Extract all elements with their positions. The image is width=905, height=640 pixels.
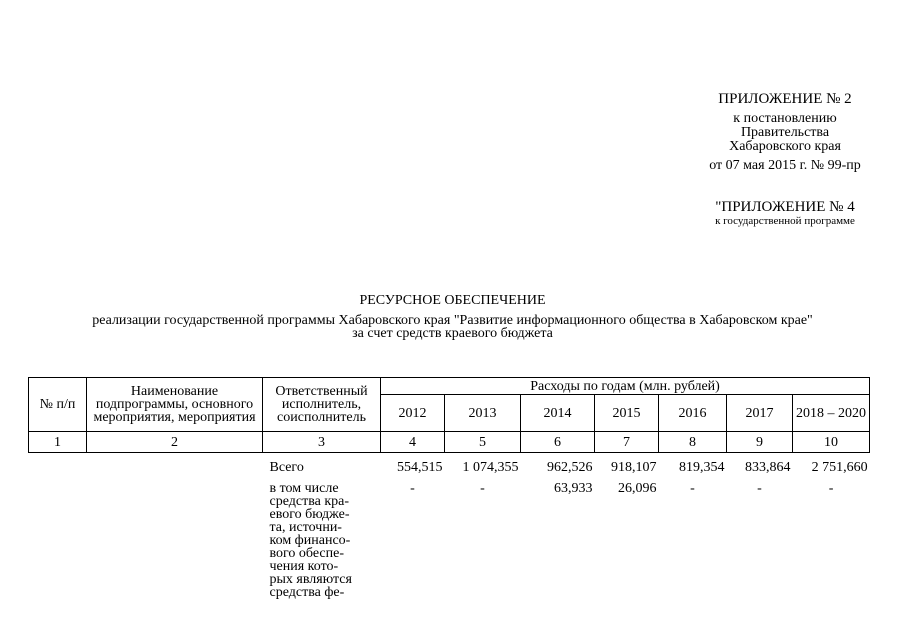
row-value: - [757, 481, 762, 496]
column-index: 2 [87, 432, 263, 453]
header-expenses-group: Расходы по годам (млн. рублей) [381, 378, 870, 395]
approval-line-2: Правительства [740, 125, 830, 140]
page-subtitle-1: реализации государственной программы Хабаровского края "Развитие информационного общества в Хабаровском крае" [92, 313, 813, 328]
row-value: - [690, 481, 695, 496]
row-value: 2 751,660 [811, 460, 868, 475]
column-index: 3 [263, 432, 381, 453]
page-title: РЕСУРСНОЕ ОБЕСПЕЧЕНИЕ [359, 293, 546, 308]
column-index: 9 [727, 432, 793, 453]
column-index: 7 [595, 432, 659, 453]
column-index: 10 [793, 432, 870, 453]
appendix-sub-label: "ПРИЛОЖЕНИЕ № 4 [715, 199, 855, 215]
approval-line-3: Хабаровского края [729, 139, 841, 154]
row-value: - [410, 481, 415, 496]
approval-line-1: к постановлению [733, 111, 837, 126]
row-value: 833,864 [745, 460, 791, 475]
header-year: 2015 [595, 395, 659, 432]
row-value: - [828, 481, 834, 496]
row-value: 1 074,355 [462, 460, 519, 475]
header-name: Наименование подпрограммы, основного мероприятия, мероприятия [87, 378, 263, 432]
approval-block [660, 91, 905, 173]
row-value: - [480, 481, 485, 496]
header-year: 2013 [445, 395, 521, 432]
column-index: 5 [445, 432, 521, 453]
column-index: 4 [381, 432, 445, 453]
sub-appendix-block [660, 199, 905, 227]
row-value: 819,354 [679, 460, 725, 475]
column-index: 6 [521, 432, 595, 453]
appendix-main-label: ПРИЛОЖЕНИЕ № 2 [718, 91, 852, 107]
row-value: 962,526 [547, 460, 593, 475]
table-row [29, 461, 870, 474]
header-year: 2014 [521, 395, 595, 432]
row-value: 554,515 [397, 460, 443, 475]
row-value: 918,107 [611, 460, 657, 475]
row-executor: Всего [269, 460, 304, 475]
header-year: 2016 [659, 395, 727, 432]
header-year: 2017 [727, 395, 793, 432]
heading-block [0, 293, 905, 340]
appendix-sub-note: к государственной программе [715, 215, 855, 227]
header-number: № п/п [29, 378, 87, 432]
column-index: 1 [29, 432, 87, 453]
budget-table [28, 377, 870, 599]
header-year: 2012 [381, 395, 445, 432]
table-row [29, 482, 870, 599]
header-year: 2018 – 2020 [793, 395, 870, 432]
approval-line-4: от 07 мая 2015 г. № 99-пр [709, 158, 861, 173]
row-value: 26,096 [618, 481, 657, 496]
column-index: 8 [659, 432, 727, 453]
row-value: 63,933 [554, 481, 593, 496]
header-executor: Ответственный исполнитель, соисполнитель [263, 378, 381, 432]
page-subtitle-2: за счет средств краевого бюджета [352, 326, 553, 341]
row-executor: в том числе средства кра-евого бюдже-та, источни-ком финансо-вого обеспе-чения кото-рых являются средства фе- [269, 481, 352, 600]
